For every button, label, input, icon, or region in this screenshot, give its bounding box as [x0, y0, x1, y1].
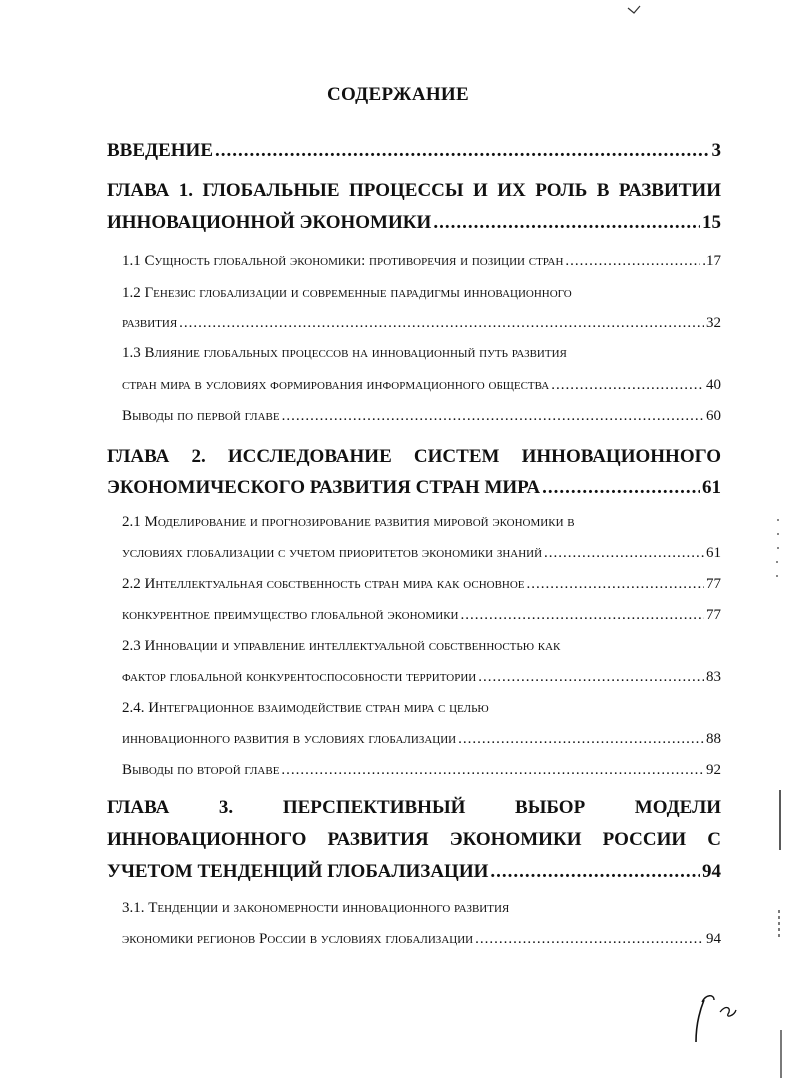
toc-page: 88	[706, 731, 721, 747]
toc-section-1-2	[122, 315, 721, 332]
toc-chapter2	[107, 477, 721, 499]
leader-dots	[475, 931, 704, 948]
leader-dots	[551, 377, 704, 394]
leader-dots	[542, 477, 700, 499]
toc-section-2-2-first	[122, 576, 721, 593]
toc-section-3-1	[122, 931, 721, 948]
scan-edge-dots-icon	[768, 510, 788, 590]
toc-page: 3	[711, 140, 721, 161]
leader-dots	[490, 861, 700, 883]
toc-label: ВВЕДЕНИЕ	[107, 140, 213, 161]
toc-label: фактор глобальной конкурентоспособности территории	[122, 669, 477, 685]
toc-label: УЧЕТОМ ТЕНДЕНЦИЙ ГЛОБАЛИЗАЦИИ	[107, 861, 489, 882]
toc-section-1-3-line1: 1.3 Влияние глобальных процессов на инновационный путь развития	[122, 345, 567, 361]
leader-dots	[458, 731, 704, 748]
toc-page: 60	[706, 408, 721, 424]
toc-page: 32	[706, 315, 721, 331]
toc-label: конкурентное преимущество глобальной экономики	[122, 607, 459, 623]
toc-section-2-2	[122, 607, 721, 624]
toc-label: экономики регионов России в условиях глобализации	[122, 931, 474, 947]
toc-page: 40	[706, 377, 721, 393]
toc-chapter3-line1: ГЛАВА 3. ПЕРСПЕКТИВНЫЙ ВЫБОР МОДЕЛИ	[107, 797, 721, 818]
toc-label: ИННОВАЦИОННОЙ ЭКОНОМИКИ	[107, 212, 432, 233]
toc-section-2-3	[122, 669, 721, 686]
leader-dots	[527, 576, 704, 593]
leader-dots	[478, 669, 704, 686]
toc-label: 2.2 Интеллектуальная собственность стран мира как основное	[122, 576, 525, 592]
page-title: СОДЕРЖАНИЕ	[327, 84, 469, 105]
toc-section-2-3-line1: 2.3 Инновации и управление интеллектуальной собственностью как	[122, 638, 561, 654]
toc-label: Выводы по второй главе	[122, 762, 280, 778]
toc-page: 77	[706, 576, 721, 592]
toc-page: 61	[702, 477, 721, 498]
handwritten-initial-icon	[692, 990, 742, 1050]
toc-chapter1	[107, 212, 721, 234]
leader-dots	[460, 607, 704, 624]
leader-dots	[282, 408, 704, 425]
toc-label: Выводы по первой главе	[122, 408, 280, 424]
toc-chapter1-conclusions	[122, 408, 721, 425]
toc-page: 94	[702, 861, 721, 882]
toc-chapter2-line1: ГЛАВА 2. ИССЛЕДОВАНИЕ СИСТЕМ ИННОВАЦИОННОГО	[107, 446, 721, 467]
toc-intro	[107, 140, 721, 162]
toc-section-1-2-line1: 1.2 Генезис глобализации и современные парадигмы инновационного	[122, 285, 572, 301]
leader-dots	[433, 212, 700, 234]
toc-section-1-1	[122, 253, 721, 270]
toc-chapter1-line1: ГЛАВА 1. ГЛОБАЛЬНЫЕ ПРОЦЕССЫ И ИХ РОЛЬ В РАЗВИТИИ	[107, 180, 721, 201]
toc-label: условиях глобализации с учетом приоритетов экономики знаний	[122, 545, 543, 561]
toc-section-2-1	[122, 545, 721, 562]
toc-page: .17	[702, 253, 721, 269]
toc-chapter2-conclusions	[122, 762, 721, 779]
toc-label: развития	[122, 315, 178, 331]
scan-edge-line-icon	[770, 780, 790, 1080]
toc-section-2-4-line1: 2.4. Интеграционное взаимодействие стран мира с целью	[122, 700, 489, 716]
toc-chapter3-line2: ИННОВАЦИОННОГО РАЗВИТИЯ ЭКОНОМИКИ РОССИИ С	[107, 829, 721, 850]
toc-page: 77	[706, 607, 721, 623]
toc-label: ЭКОНОМИЧЕСКОГО РАЗВИТИЯ СТРАН МИРА	[107, 477, 541, 498]
leader-dots	[179, 315, 704, 332]
leader-dots	[544, 545, 704, 562]
scan-mark-icon	[620, 0, 650, 20]
leader-dots	[215, 140, 710, 162]
toc-page: 83	[706, 669, 721, 685]
toc-section-2-1-line1: 2.1 Моделирование и прогнозирование развития мировой экономики в	[122, 514, 575, 530]
toc-page: 92	[706, 762, 721, 778]
toc-section-1-3	[122, 377, 721, 394]
toc-page: 61	[706, 545, 721, 561]
leader-dots	[281, 762, 704, 779]
toc-section-2-4	[122, 731, 721, 748]
toc-page: 94	[706, 931, 721, 947]
toc-label: стран мира в условиях формирования информационного общества	[122, 377, 550, 393]
toc-chapter3	[107, 861, 721, 883]
leader-space	[565, 253, 700, 270]
toc-page: 15	[702, 212, 721, 233]
toc-label: 1.1 Сущность глобальной экономики: противоречия и позиции стран	[122, 253, 564, 269]
toc-label: инновационного развития в условиях глобализации	[122, 731, 457, 747]
toc-section-3-1-line1: 3.1. Тенденции и закономерности инновационного развития	[122, 900, 510, 916]
